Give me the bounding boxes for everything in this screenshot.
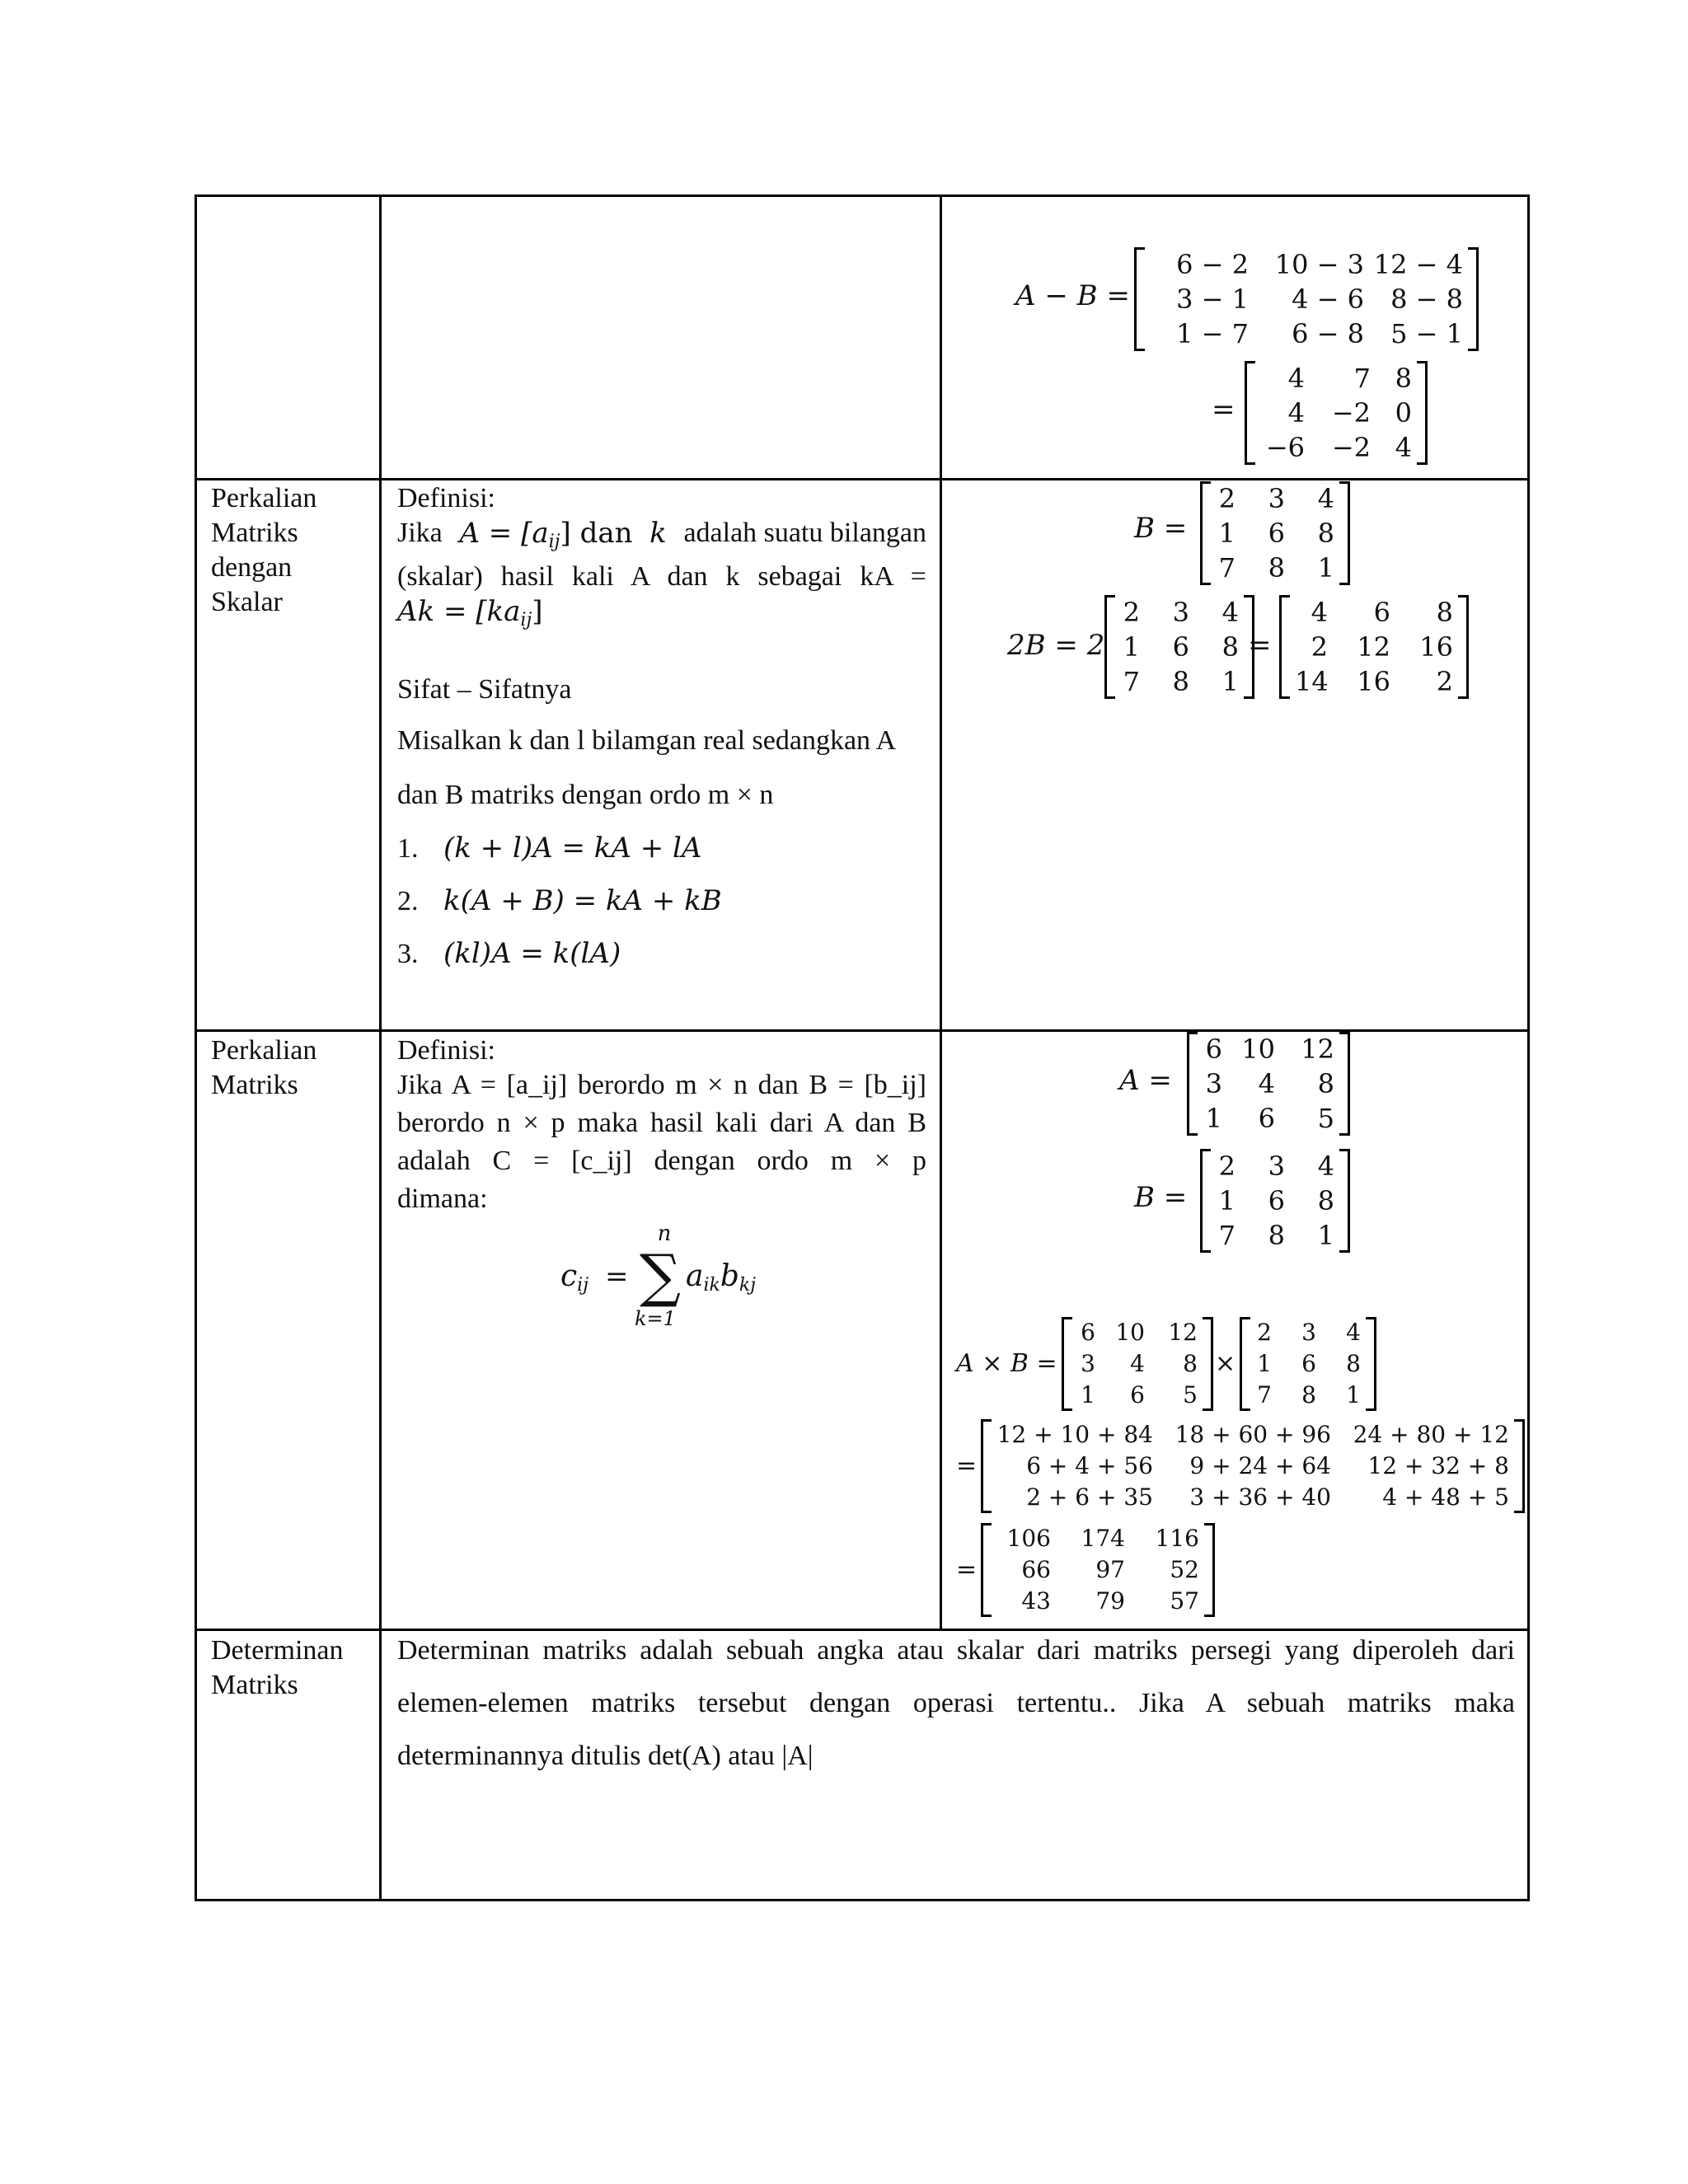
definition-label: Definisi: bbox=[397, 1035, 495, 1066]
matrix-cell: 4 bbox=[1221, 597, 1239, 628]
list-number: 1. bbox=[397, 833, 419, 864]
subscript: kj bbox=[738, 1275, 757, 1296]
matrix-cell: 2 + 6 + 35 bbox=[1026, 1483, 1153, 1511]
matrix-cell: 106 bbox=[1006, 1525, 1051, 1552]
matrix-a bbox=[1187, 1032, 1350, 1136]
matrix-cell: 3 bbox=[1301, 1319, 1316, 1346]
definition-line: dimana: bbox=[397, 1183, 488, 1214]
matrix-cell: 6 bbox=[1268, 518, 1285, 549]
matrix-cell: 12 − 4 bbox=[1373, 249, 1463, 280]
a-minus-b-label: A − B = bbox=[1015, 279, 1130, 312]
matrix-cell: 6 bbox=[1373, 597, 1390, 628]
2b-label: 2B = 2 bbox=[1007, 629, 1105, 662]
matrix-cell: 24 + 80 + 12 bbox=[1353, 1421, 1509, 1448]
math: (k + l)A = kA + lA bbox=[443, 832, 702, 865]
matrix-cell: 5 bbox=[1317, 1103, 1334, 1134]
matrix-cell: 2 bbox=[1311, 631, 1328, 663]
subscript: ik bbox=[703, 1275, 720, 1296]
determinant-definition bbox=[397, 1633, 1515, 1792]
matrix-cell: 8 bbox=[1183, 1350, 1198, 1377]
matrix-b bbox=[1200, 481, 1350, 585]
matrix-cell: 1 bbox=[1123, 631, 1140, 663]
sum-lower-limit: k=1 bbox=[635, 1307, 676, 1330]
matrix-cell: 8 bbox=[1317, 1185, 1334, 1216]
definition-label: Definisi: bbox=[397, 483, 495, 513]
matrix-cell: 4 bbox=[1317, 483, 1334, 514]
a-label: A = bbox=[1119, 1064, 1172, 1097]
properties-intro-line: Misalkan k dan l bilamgan real sedangkan A bbox=[397, 725, 897, 756]
matrix-cell: 1 bbox=[1221, 666, 1239, 697]
properties-heading: Sifat – Sifatnya bbox=[397, 674, 572, 705]
paragraph-line: determinannya ditulis det(A) atau |A| bbox=[397, 1741, 814, 1771]
matrix-cell: 8 bbox=[1317, 518, 1334, 549]
math: k bbox=[649, 517, 667, 550]
equals-sign: = bbox=[1212, 393, 1236, 426]
matrix-cell: 9 + 24 + 64 bbox=[1189, 1452, 1331, 1479]
matrix-cell: 8 bbox=[1317, 1068, 1334, 1099]
sum-icon: ∑ bbox=[640, 1242, 681, 1310]
math: A = [a bbox=[459, 517, 549, 550]
c-ij bbox=[560, 1259, 588, 1303]
equals-sign: = bbox=[956, 1555, 978, 1584]
matrix-cell: 6 bbox=[1301, 1350, 1316, 1377]
matrix-cell: 12 + 32 + 8 bbox=[1367, 1452, 1509, 1479]
matrix-cell: 5 bbox=[1183, 1381, 1198, 1408]
matrix-cell: 66 bbox=[1021, 1556, 1051, 1583]
a-times-b-label: A × B = bbox=[956, 1349, 1057, 1378]
definition-line: adalah C = [c_ij] dengan ordo m × p bbox=[397, 1146, 926, 1176]
matrix-cell: 4 bbox=[1258, 1068, 1275, 1099]
matrix-cell: 0 bbox=[1395, 397, 1412, 429]
math-a-aij bbox=[459, 516, 632, 560]
matrix-cell: 6 bbox=[1268, 1185, 1285, 1216]
math: Ak = [ka bbox=[397, 595, 521, 628]
matrix-b-small bbox=[1240, 1317, 1376, 1411]
topic-line: Matriks bbox=[211, 1070, 298, 1100]
definition-line: berordo n × p maka hasil kali dari A dan B bbox=[397, 1108, 926, 1138]
matrix-cell: 57 bbox=[1170, 1587, 1199, 1615]
matrix-cell: 2 bbox=[1218, 1151, 1236, 1182]
matrix-cell: 79 bbox=[1095, 1587, 1125, 1615]
matrix-cell: 7 bbox=[1257, 1381, 1272, 1408]
matrix-cell: 6 bbox=[1130, 1381, 1145, 1408]
matrix-cell: 18 + 60 + 96 bbox=[1175, 1421, 1331, 1448]
matrix-cell: −2 bbox=[1331, 432, 1371, 463]
matrix-cell: 8 bbox=[1268, 1220, 1285, 1251]
list-number: 3. bbox=[397, 939, 419, 969]
definition-matrix-mult bbox=[397, 1033, 926, 1216]
matrix-cell: 1 bbox=[1317, 552, 1334, 583]
topic-line: Skalar bbox=[211, 587, 283, 617]
matrix-cell: 6 − 2 bbox=[1176, 249, 1249, 280]
paragraph-line: elemen-elemen matriks tersebut dengan operasi tertentu.. Jika A sebuah matriks maka bbox=[397, 1688, 1515, 1718]
matrix-cell: −6 bbox=[1265, 432, 1305, 463]
matrix-cell: 116 bbox=[1155, 1525, 1199, 1552]
matrix-cell: 4 + 48 + 5 bbox=[1382, 1483, 1509, 1511]
equals-sign: = bbox=[605, 1260, 629, 1293]
matrix-cell: 4 − 6 bbox=[1292, 284, 1364, 315]
list-item bbox=[397, 883, 722, 936]
matrix-cell: 6 bbox=[1205, 1033, 1222, 1065]
matrix-cell: 3 + 36 + 40 bbox=[1189, 1483, 1331, 1511]
topic-scalar-multiplication bbox=[211, 481, 316, 620]
b-label: B = bbox=[1134, 1181, 1188, 1214]
properties-list bbox=[397, 831, 722, 989]
matrix-cell: 52 bbox=[1170, 1556, 1199, 1583]
sum-term bbox=[686, 1259, 756, 1303]
matrix-cell: 8 bbox=[1346, 1350, 1361, 1377]
matrix-a-minus-b-expanded bbox=[1134, 247, 1479, 351]
math: k(A + B) = kA + kB bbox=[443, 884, 722, 917]
matrix-cell: 8 bbox=[1301, 1381, 1316, 1408]
matrix-cell: 12 bbox=[1357, 631, 1390, 663]
matrix-cell: 3 bbox=[1172, 597, 1189, 628]
math: a bbox=[686, 1259, 704, 1293]
matrix-cell: 7 bbox=[1123, 666, 1140, 697]
math: c bbox=[560, 1259, 578, 1293]
matrix-cell: 4 bbox=[1311, 597, 1328, 628]
matrix-cell: 1 bbox=[1317, 1220, 1334, 1251]
matrix-cell: 10 bbox=[1115, 1319, 1145, 1346]
definition-line: Jika A = [a_ij] berordo m × n dan B = [b_ij] bbox=[397, 1070, 926, 1100]
matrix-cell: 2 bbox=[1218, 483, 1236, 514]
matrix-cell: 6 bbox=[1172, 631, 1189, 663]
matrix-cell: 43 bbox=[1021, 1587, 1051, 1615]
matrix-cell: 10 − 3 bbox=[1274, 249, 1364, 280]
matrix-cell: 3 bbox=[1268, 483, 1285, 514]
text: adalah suatu bilangan bbox=[683, 518, 926, 548]
matrix-cell: 2 bbox=[1257, 1319, 1272, 1346]
matrix-cell: 16 bbox=[1419, 631, 1453, 663]
matrix-b bbox=[1200, 1149, 1350, 1253]
list-item bbox=[397, 936, 722, 989]
matrix-cell: 8 − 8 bbox=[1390, 284, 1463, 315]
definition-scalar bbox=[397, 481, 926, 638]
text: ] dan bbox=[560, 517, 633, 550]
matrix-cell: 8 bbox=[1436, 597, 1453, 628]
topic-line: Matriks bbox=[211, 1670, 298, 1700]
subscript: ij bbox=[577, 1275, 589, 1296]
matrix-cell: 1 bbox=[1218, 518, 1236, 549]
list-item bbox=[397, 831, 722, 883]
equals-sign: = bbox=[956, 1451, 978, 1480]
matrix-cell: 6 − 8 bbox=[1292, 318, 1364, 349]
matrix-cell: 8 bbox=[1268, 552, 1285, 583]
matrix-2b-result bbox=[1279, 595, 1469, 699]
text: Jika bbox=[397, 518, 443, 548]
matrix-cell: 12 bbox=[1301, 1033, 1334, 1065]
matrix-cell: 4 bbox=[1395, 432, 1412, 463]
definition-line: (skalar) hasil kali A dan k sebagai kA = bbox=[397, 561, 926, 592]
matrix-cell: 8 bbox=[1172, 666, 1189, 697]
matrix-cell: 16 bbox=[1357, 666, 1390, 697]
properties-intro-line: dan B matriks dengan ordo m × n bbox=[397, 780, 774, 810]
matrix-cell: 7 bbox=[1218, 1220, 1236, 1251]
matrix-expanded-sums bbox=[981, 1419, 1525, 1513]
topic-line: Determinan bbox=[211, 1635, 344, 1666]
matrix-b-in-product bbox=[1104, 595, 1254, 699]
matrix-cell: 4 bbox=[1130, 1350, 1145, 1377]
matrix-cell: 7 bbox=[1353, 363, 1371, 394]
matrix-cell: 2 bbox=[1436, 666, 1453, 697]
b-label: B = bbox=[1134, 512, 1188, 545]
equals-sign: = bbox=[1248, 629, 1272, 662]
subscript: ij bbox=[520, 610, 532, 630]
matrix-cell: 7 bbox=[1218, 552, 1236, 583]
definition-line bbox=[397, 594, 926, 638]
matrix-cell: 4 bbox=[1287, 363, 1305, 394]
matrix-cell: 6 + 4 + 56 bbox=[1026, 1452, 1153, 1479]
topic-line: Perkalian bbox=[211, 1035, 317, 1066]
list-number: 2. bbox=[397, 886, 419, 916]
matrix-cell: 14 bbox=[1295, 666, 1329, 697]
matrix-cell: 1 bbox=[1205, 1103, 1222, 1134]
matrix-cell: 3 bbox=[1205, 1068, 1222, 1099]
matrix-cell: 1 bbox=[1346, 1381, 1361, 1408]
matrix-cell: 8 bbox=[1395, 363, 1412, 394]
matrix-cell: 4 bbox=[1317, 1151, 1334, 1182]
matrix-cell: 97 bbox=[1095, 1556, 1125, 1583]
subscript: ij bbox=[548, 532, 560, 552]
matrix-cell: 4 bbox=[1346, 1319, 1361, 1346]
paragraph-line: Determinan matriks adalah sebuah angka atau skalar dari matriks persegi yang diperoleh dari bbox=[397, 1635, 1515, 1666]
definition-line bbox=[397, 516, 926, 560]
times-sign: × bbox=[1215, 1349, 1236, 1378]
matrix-product-result bbox=[981, 1523, 1215, 1617]
math: ] bbox=[532, 595, 543, 628]
matrix-cell: 12 + 10 + 84 bbox=[996, 1421, 1153, 1448]
topic-line: Perkalian bbox=[211, 483, 317, 513]
matrix-cell: 3 − 1 bbox=[1176, 284, 1249, 315]
matrix-cell: 1 bbox=[1257, 1350, 1272, 1377]
matrix-cell: 1 bbox=[1081, 1381, 1095, 1408]
matrix-cell: 3 bbox=[1081, 1350, 1095, 1377]
matrix-cell: 6 bbox=[1081, 1319, 1095, 1346]
topic-line: Matriks bbox=[211, 518, 298, 548]
matrix-cell: 10 bbox=[1241, 1033, 1275, 1065]
matrix-cell: 1 bbox=[1218, 1185, 1236, 1216]
matrix-cell: 5 − 1 bbox=[1390, 318, 1463, 349]
matrix-cell: 6 bbox=[1258, 1103, 1275, 1134]
matrix-cell: 12 bbox=[1168, 1319, 1198, 1346]
matrix-cell: 4 bbox=[1287, 397, 1305, 429]
matrix-cell: 3 bbox=[1268, 1151, 1285, 1182]
matrix-a-minus-b-result bbox=[1245, 361, 1428, 465]
matrix-a-small bbox=[1062, 1317, 1213, 1411]
topic-line: dengan bbox=[211, 552, 293, 583]
matrix-cell: 2 bbox=[1123, 597, 1140, 628]
math: b bbox=[720, 1259, 739, 1293]
topic-determinant bbox=[211, 1633, 344, 1703]
topic-matrix-multiplication bbox=[211, 1033, 316, 1103]
matrix-cell: 8 bbox=[1221, 631, 1239, 663]
sum-upper-limit: n bbox=[657, 1221, 672, 1246]
matrix-cell: 1 − 7 bbox=[1176, 318, 1249, 349]
math: (kl)A = k(lA) bbox=[443, 937, 621, 970]
matrix-cell: 174 bbox=[1081, 1525, 1125, 1552]
matrix-cell: −2 bbox=[1331, 397, 1371, 429]
